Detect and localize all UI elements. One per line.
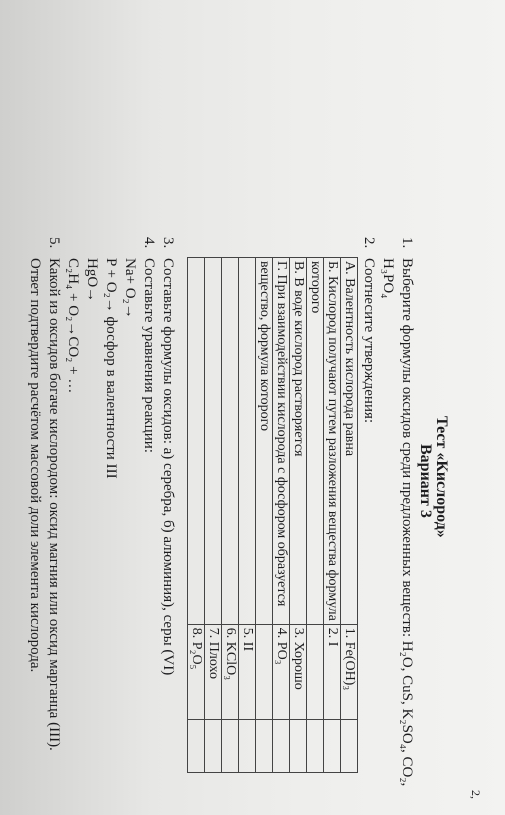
table-row	[341, 258, 358, 773]
q4-equation-2: P + O₂→ фосфор в валентности III	[103, 258, 119, 479]
matching-table	[187, 257, 358, 773]
page-number: 2,	[469, 790, 483, 799]
q5-text: Какой из оксидов богаче кислородом: оксид магния или оксид марганца (III).	[46, 258, 62, 751]
statement-cell	[205, 258, 222, 625]
table-row	[188, 258, 205, 773]
statement-cell: А. Валентность кислорода равна	[341, 258, 358, 625]
q5-text-continuation: Ответ подтвердите расчётом массовой доли элемента кислорода.	[27, 258, 43, 673]
blank-cell	[273, 719, 290, 772]
statement-cell: Г. При взаимодействии кислорода с фосфором образуется	[273, 258, 290, 625]
q1-text: Выберите формулы оксидов среди предложенных веществ: H₂O, CuS, K₂SO₄, CO₂,	[399, 258, 415, 787]
blank-cell	[324, 719, 341, 772]
q4-text: Составьте уравнения реакции:	[141, 258, 157, 453]
answer-option-cell: 1. Fe(OH)₃	[341, 624, 358, 719]
blank-cell	[290, 719, 307, 772]
table-row	[307, 258, 324, 773]
q4-equation-1: Na+ O₂→	[122, 258, 138, 319]
q3-text: Составьте формулы оксидов: а) серебра, б) алюминия), серы (VI)	[160, 258, 176, 676]
answer-option-cell: 3. Хорошо	[290, 624, 307, 719]
statement-cell: вещество, формула которого	[256, 258, 273, 625]
q4-equation-4: C₂H₄ + O₂→CO₂ + …	[65, 258, 81, 394]
statement-cell	[222, 258, 239, 625]
answer-option-cell	[307, 624, 324, 719]
blank-cell	[256, 719, 273, 772]
answer-option-cell	[256, 624, 273, 719]
blank-cell	[188, 719, 205, 772]
q5-number: 5.	[46, 237, 62, 249]
q1-number: 1.	[399, 237, 415, 249]
table-row	[256, 258, 273, 773]
statement-cell	[239, 258, 256, 625]
answer-option-cell: 2. I	[324, 624, 341, 719]
q3-number: 3.	[160, 237, 176, 249]
answer-option-cell: 4. PO₃	[273, 624, 290, 719]
blank-cell	[307, 719, 324, 772]
q4-equation-3: HgO→	[84, 258, 100, 303]
q2-number: 2.	[361, 237, 377, 249]
table-row	[290, 258, 307, 773]
table-row	[222, 258, 239, 773]
q4-number: 4.	[141, 237, 157, 249]
q1-formula-continuation: H₃PO₄	[380, 258, 396, 299]
answer-option-cell: 6. KClO₃	[222, 624, 239, 719]
table-row	[239, 258, 256, 773]
table-row	[273, 258, 290, 773]
answer-option-cell: 7. Плохо	[205, 624, 222, 719]
statement-cell: которого	[307, 258, 324, 625]
blank-cell	[222, 719, 239, 772]
test-title: Тест «Кислород»	[433, 416, 450, 538]
table-row	[324, 258, 341, 773]
statement-cell: В. В воде кислород растворяется	[290, 258, 307, 625]
statement-cell	[188, 258, 205, 625]
blank-cell	[341, 719, 358, 772]
statement-cell: Б. Кислород получают путем разложения вещества формула	[324, 258, 341, 625]
answer-option-cell: 8. P₂O₅	[188, 624, 205, 719]
answer-option-cell: 5. II	[239, 624, 256, 719]
blank-cell	[239, 719, 256, 772]
blank-cell	[205, 719, 222, 772]
q2-text: Соотнесите утверждения:	[361, 258, 377, 424]
variant-title: Вариант 3	[417, 444, 434, 518]
table-row	[205, 258, 222, 773]
